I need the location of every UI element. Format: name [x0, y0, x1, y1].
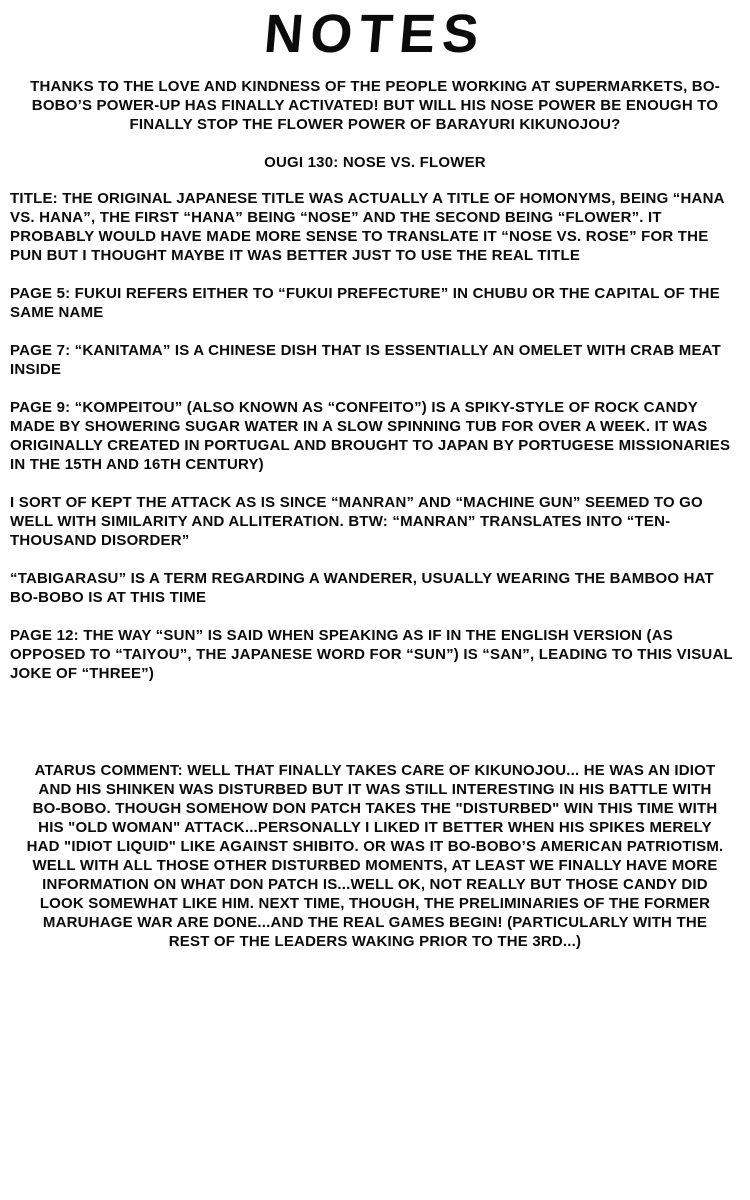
page-title: NOTES [261, 4, 489, 64]
note-paragraph-tabigarasu: “TABIGARASU” IS A TERM REGARDING A WANDERER, USUALLY WEARING THE BAMBOO HAT BO-BOBO IS AT THIS TIME [10, 570, 714, 606]
note-paragraph-page9: PAGE 9: “KOMPEITOU” (ALSO KNOWN AS “CONFEITO”) IS A SPIKY-STYLE OF ROCK CANDY MADE BY SHOWERING SUGAR WATER IN A SLOW SPINNING TUB FOR OVER A WEEK. IT WAS ORIGINALLY CREATED IN PORTUGAL AND BROUGHT TO JAPAN BY PORTUGESE MISSIONARIES IN THE 15TH AND 16TH CENTURY) [10, 399, 731, 473]
notes-section [10, 189, 742, 683]
note-paragraph-manran: I SORT OF KEPT THE ATTACK AS IS SINCE “MANRAN” AND “MACHINE GUN” SEEMED TO GO WELL WITH SIMILARITY AND ALLITERATION. BTW: “MANRAN” TRANSLATES INTO “TEN-THOUSAND DISORDER” [10, 494, 703, 549]
note-paragraph-page12: PAGE 12: THE WAY “SUN” IS SAID WHEN SPEAKING AS IF IN THE ENGLISH VERSION (AS OPPOSED TO “TAIYOU”, THE JAPANESE WORD FOR “SUN”) IS “SAN”, LEADING TO THIS VISUAL JOKE OF “THREE”) [10, 627, 733, 682]
note-paragraph-title: TITLE: THE ORIGINAL JAPANESE TITLE WAS ACTUALLY A TITLE OF HOMONYMS, BEING “HANA VS. HANA”, THE FIRST “HANA” BEING “NOSE” AND THE SECOND BEING “FLOWER”. IT PROBABLY WOULD HAVE MADE MORE SENSE TO TRANSLATE IT “NOSE VS. ROSE” FOR THE PUN BUT I THOUGHT MAYBE IT WAS BETTER JUST TO USE THE REAL TITLE [10, 190, 725, 264]
chapter-heading: OUGI 130: NOSE VS. FLOWER [264, 154, 486, 171]
intro-text: THANKS TO THE LOVE AND KINDNESS OF THE PEOPLE WORKING AT SUPERMARKETS, BO-BOBO’S POWER-UP HAS FINALLY ACTIVATED! BUT WILL HIS NOSE POWER BE ENOUGH TO FINALLY STOP THE FLOWER POWER OF BARAYURI KIKUNOJOU? [30, 78, 720, 133]
note-paragraph-page5: PAGE 5: FUKUI REFERS EITHER TO “FUKUI PREFECTURE” IN CHUBU OR THE CAPITAL OF THE SAME NAME [10, 285, 720, 321]
translator-comment: ATARUS COMMENT: WELL THAT FINALLY TAKES CARE OF KIKUNOJOU... HE WAS AN IDIOT AND HIS SHINKEN WAS DISTURBED BUT IT WAS STILL INTERESTING IN HIS BATTLE WITH BO-BOBO. THOUGH SOMEHOW DON PATCH TAKES THE "DISTURBED" WIN THIS TIME WITH HIS "OLD WOMAN" ATTACK...PERSONALLY I LIKED IT BETTER WHEN HIS SPIKES MERELY HAD "IDIOT LIQUID" LIKE AGAINST SHIBITO. OR WAS IT BO-BOBO’S AMERICAN PATRIOTISM. WELL WITH ALL THOSE OTHER DISTURBED MOMENTS, AT LEAST WE FINALLY HAVE MORE INFORMATION ON WHAT DON PATCH IS...WELL OK, NOT REALLY BUT THOSE CANDY DID LOOK SOMEWHAT LIKE HIM. NEXT TIME, THOUGH, THE PRELIMINARIES OF THE FORMER MARUHAGE WAR ARE DONE...AND THE REAL GAMES BEGIN! (PARTICULARLY WITH THE REST OF THE LEADERS WAKING PRIOR TO THE 3RD...) [26, 762, 724, 950]
note-paragraph-page7: PAGE 7: “KANITAMA” IS A CHINESE DISH THAT IS ESSENTIALLY AN OMELET WITH CRAB MEAT INSIDE [10, 342, 721, 378]
